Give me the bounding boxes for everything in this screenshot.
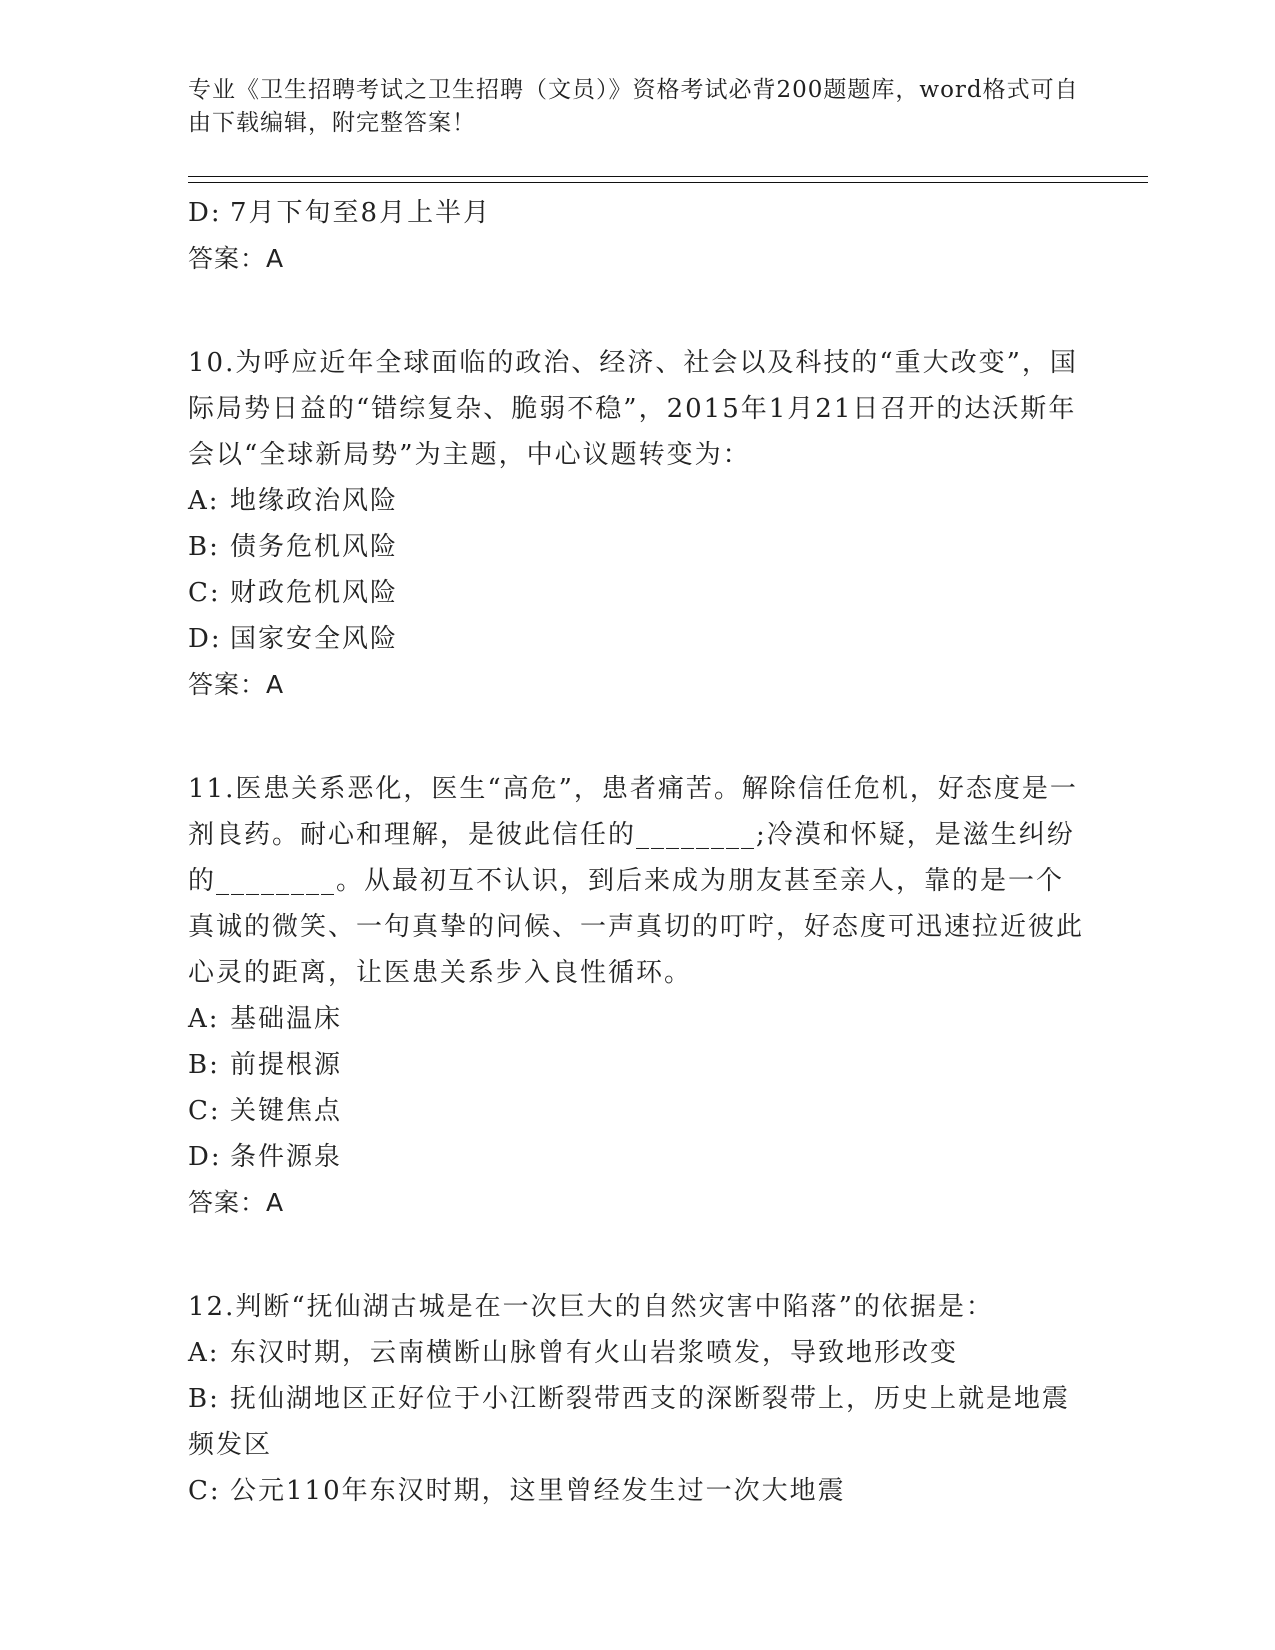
option-text: 财政危机风险 <box>230 578 399 608</box>
option-text: 条件源泉 <box>230 1142 343 1172</box>
question-12-option-b <box>188 1376 1088 1468</box>
question-11-text: 11.医患关系恶化，医生“高危”，患者痛苦。解除信任危机，好态度是一剂良药。耐心和理解，是彼此信任的________;冷漠和怀疑，是滋生纠纷的________。从最初互不认识，到后来成为朋友甚至亲人，靠的是一个真诚的微笑、一句真挚的问候、一声真切的叮咛，好态度可迅速拉近彼此心灵的距离，让医患关系步入良性循环。 <box>188 774 1085 988</box>
option-label: B: <box>188 532 220 562</box>
question-11-option-c <box>188 1088 1088 1134</box>
question-10-option-b <box>188 524 1088 570</box>
question-10-text: 10.为呼应近年全球面临的政治、经济、社会以及科技的“重大改变”，国际局势日益的“错综复杂、脆弱不稳”，2015年1月21日召开的达沃斯年会以“全球新局势”为主题，中心议题转变为： <box>188 348 1078 470</box>
option-text: 债务危机风险 <box>230 532 399 562</box>
option-label: D: <box>188 1142 222 1172</box>
option-text: 关键焦点 <box>230 1096 343 1126</box>
prev-question-answer: 答案：A <box>188 244 285 273</box>
option-text: 地缘政治风险 <box>230 486 399 516</box>
prev-question-option-d <box>188 190 1088 236</box>
spacer <box>188 1226 1088 1284</box>
option-label: D: <box>188 624 222 654</box>
question-12-text: 12.判断“抚仙湖古城是在一次巨大的自然灾害中陷落”的依据是： <box>188 1292 994 1322</box>
question-11-answer: 答案：A <box>188 1188 285 1217</box>
question-11-option-b <box>188 1042 1088 1088</box>
question-12-option-c <box>188 1468 1088 1514</box>
question-10-option-c <box>188 570 1088 616</box>
option-label: A: <box>188 486 220 516</box>
option-text: 前提根源 <box>230 1050 343 1080</box>
question-10-answer: 答案：A <box>188 670 285 699</box>
option-text: 7月下旬至8月上半月 <box>230 198 492 228</box>
spacer <box>188 282 1088 340</box>
option-text: 国家安全风险 <box>230 624 399 654</box>
option-label: D: <box>188 198 222 228</box>
option-text: 东汉时期，云南横断山脉曾有火山岩浆喷发，导致地形改变 <box>230 1338 959 1368</box>
option-label: B: <box>188 1050 220 1080</box>
option-text: 公元110年东汉时期，这里曾经发生过一次大地震 <box>230 1476 846 1506</box>
option-label: A: <box>188 1004 220 1034</box>
question-content <box>188 190 1088 1514</box>
question-11-option-a <box>188 996 1088 1042</box>
question-12-option-a <box>188 1330 1088 1376</box>
option-label: A: <box>188 1338 220 1368</box>
option-label: B: <box>188 1384 220 1414</box>
question-10-option-a <box>188 478 1088 524</box>
spacer <box>188 708 1088 766</box>
question-10-option-d <box>188 616 1088 662</box>
option-label: C: <box>188 1476 221 1506</box>
question-11-option-d <box>188 1134 1088 1180</box>
option-text: 抚仙湖地区正好位于小江断裂带西支的深断裂带上，历史上就是地震频发区 <box>188 1384 1071 1460</box>
header-divider <box>188 176 1148 183</box>
option-label: C: <box>188 1096 221 1126</box>
page-header-title: 专业《卫生招聘考试之卫生招聘（文员）》资格考试必背200题题库，word格式可自由下载编辑，附完整答案！ <box>188 77 1079 136</box>
option-text: 基础温床 <box>230 1004 343 1034</box>
option-label: C: <box>188 578 221 608</box>
